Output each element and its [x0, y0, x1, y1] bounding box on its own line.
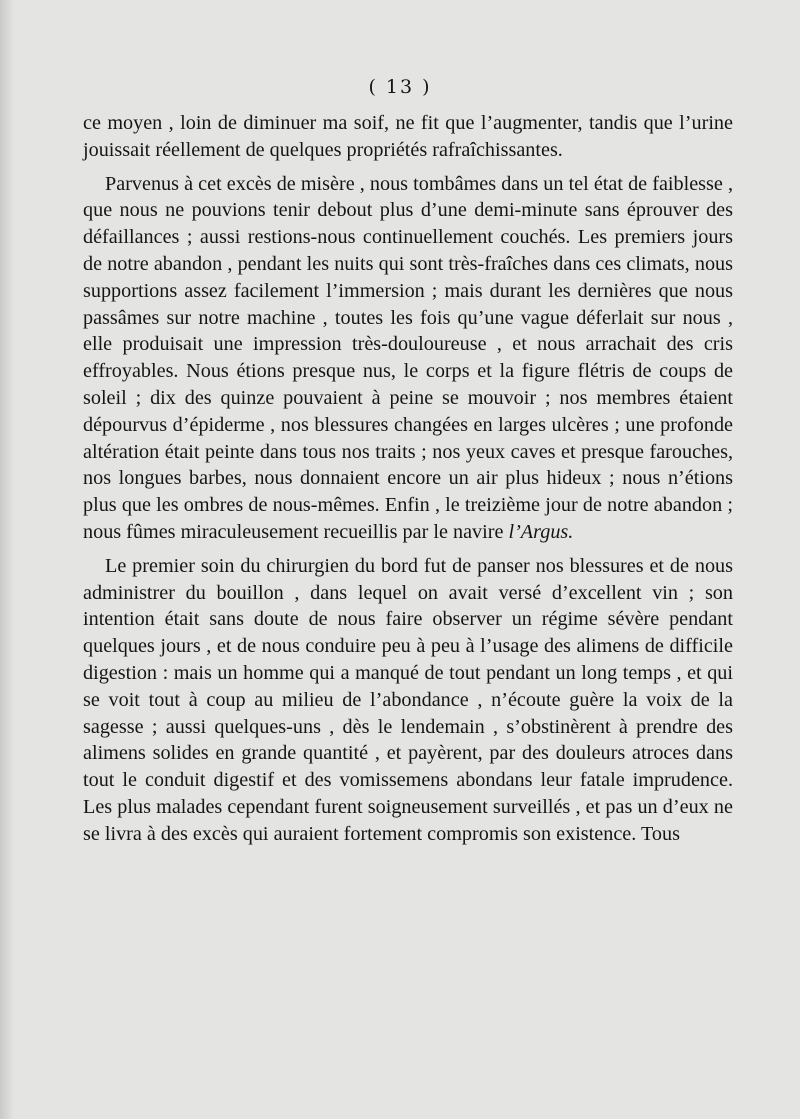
paragraph-2: [83, 171, 733, 546]
ship-name: l’Argus.: [508, 520, 574, 543]
paragraph-2-text: Parvenus à cet excès de misère , nous tombâmes dans un tel état de faiblesse , que nous ne pouvions tenir debout plus d’une demi-minute sans éprouver des défaillances ; aussi restions-nous continuellement couchés. Les premiers jours de notre abandon , pendant les nuits qui sont très-fraîches dans ces climats, nous supportions assez facilement l’immersion ; mais durant les dernières que nous passâmes sur notre machine , toutes les fois qu’une vague déferlait sur nous , elle produisait une impression très-douloureuse , et nous arrachait des cris effroyables. Nous étions presque nus, le corps et la figure flétris de coups de soleil ; dix des quinze pouvaient à peine se mouvoir ; nos membres étaient dépourvus d’épiderme , nos blessures changées en larges ulcères ; une profonde altération était peinte dans tous nos traits ; nos yeux caves et presque farouches, nos longues barbes, nous donnaient encore un air plus hideux ; nous n’étions plus que les ombres de nous-mêmes. Enfin , le treizième jour de notre abandon ; nous fûmes miraculeusement recueillis par le navire: [83, 172, 733, 543]
paragraph-1: ce moyen , loin de diminuer ma soif, ne fit que l’augmenter, tandis que l’urine jouissait réellement de quelques propriétés rafraîchissantes.: [83, 112, 733, 161]
page-number: ( 13 ): [368, 76, 432, 98]
body-text: [83, 110, 733, 855]
paragraph-3: Le premier soin du chirurgien du bord fut de panser nos blessures et de nous administrer du bouillon , dans lequel on avait versé d’excellent vin ; son intention était sans doute de nous faire observer un régime sévère pendant quelques jours , et de nous conduire peu à peu à l’usage des alimens de difficile digestion : mais un homme qui a manqué de tout pendant un long temps , et qui se voit tout à coup au milieu de l’abondance , n’écoute guère la voix de la sagesse ; aussi quelques-uns , dès le lendemain , s’obstinèrent à prendre des alimens solides en grande quantité , et payèrent, par des douleurs atroces dans tout le conduit digestif et des vomissemens abondans leur fatale imprudence. Les plus malades cependant furent soigneusement surveillés , et pas un d’eux ne se livra à des excès qui auraient fortement compromis son existence. Tous: [83, 554, 733, 845]
